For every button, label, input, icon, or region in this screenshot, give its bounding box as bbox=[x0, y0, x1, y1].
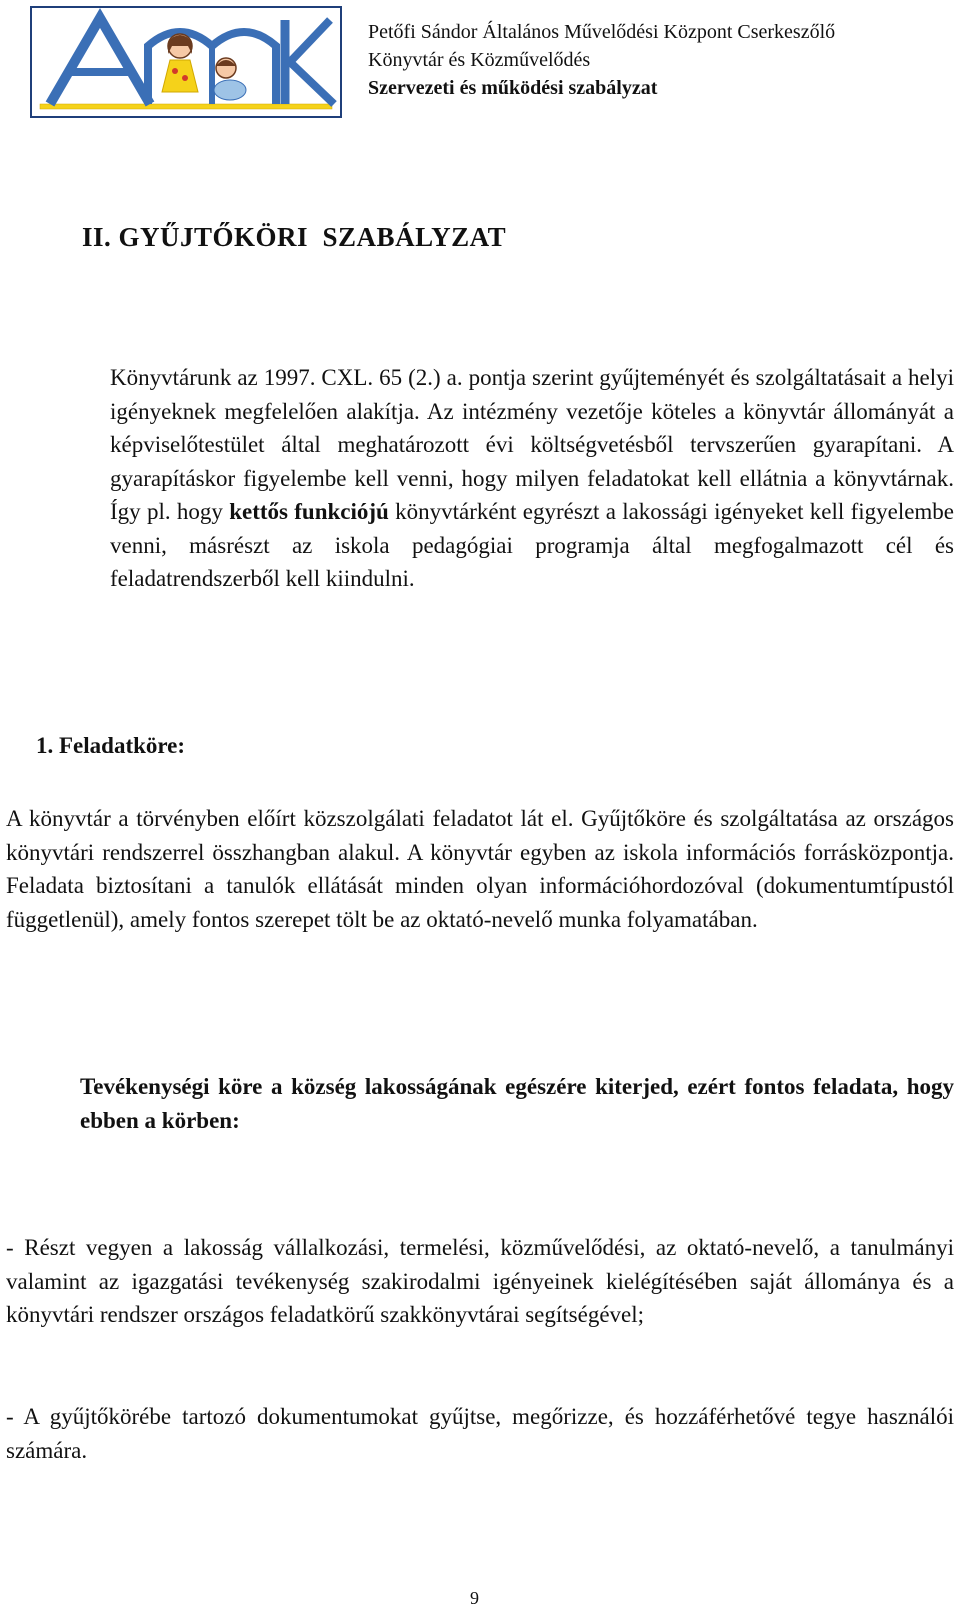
document-name: Szervezeti és működési szabályzat bbox=[368, 77, 658, 99]
section-heading: 1. Feladatköre: bbox=[36, 733, 186, 758]
activity-paragraph: Tevékenységi köre a község lakosságának egészére kiterjed, ezért fontos feladata, hogy ebben a körben: bbox=[80, 1074, 954, 1133]
list-item: - Részt vegyen a lakosság vállalkozási, termelési, közművelődési, az oktató-nevelő, a tanulmányi valamint az igazgatási tevékenység szakirodalmi igényeinek kielégítésében saját állománya és a könyvtári rendszer országos feladatkörű szakkönyvtárai segítségével; bbox=[6, 1235, 954, 1327]
section-paragraph: A könyvtár a törvényben előírt közszolgálati feladatot lát el. Gyűjtőköre és szolgáltatása az országos könyvtári rendszerrel összhangban alakul. A könyvtár egyben az iskola információs forrásközpontja. Feladata biztosítani a tanulók ellátását minden olyan információhordozóval (dokumentumtípustól függetlenül), amely fontos szerepet tölt be az oktató-nevelő munka folyamatában. bbox=[6, 806, 954, 932]
institution-name: Petőfi Sándor Általános Művelődési Központ Cserkeszőlő bbox=[368, 21, 836, 43]
intro-bold-text: kettős funkciójú bbox=[229, 499, 389, 524]
intro-paragraph bbox=[110, 361, 954, 596]
list-item: - A gyűjtőkörébe tartozó dokumentumokat gyűjtse, megőrizze, és hozzáférhetővé tegye használói számára. bbox=[6, 1404, 954, 1463]
department-name: Könyvtár és Közművelődés bbox=[368, 49, 591, 71]
page-number: 9 bbox=[470, 1588, 479, 1608]
page-title: II. GYŰJTŐKÖRI SZABÁLYZAT bbox=[82, 222, 507, 252]
document-header bbox=[368, 18, 948, 102]
intro-rest-text: könyvtárként egyrészt a lakossági igényeket kell figyelembe venni, másrészt az iskola pedagógiai programja által megfogalmazott cél és feladatrendszerből kell kiindulni. bbox=[110, 499, 955, 591]
intro-text: Könyvtárunk az 1997. CXL. 65 (2.) a. pontja szerint gyűjteményét és szolgáltatásait a helyi igényeknek megfelelően alakítja. Az intézmény vezetője köteles a könyvtár állományát a képviselőtestület által meghatározott évi költségvetésből tervszerűen gyarapítani. A gyarapításkor figyelembe kell venni, hogy milyen feladatokat kell ellátnia a könyvtárnak. Így pl. hogy bbox=[110, 365, 954, 524]
amk-logo bbox=[30, 6, 342, 118]
